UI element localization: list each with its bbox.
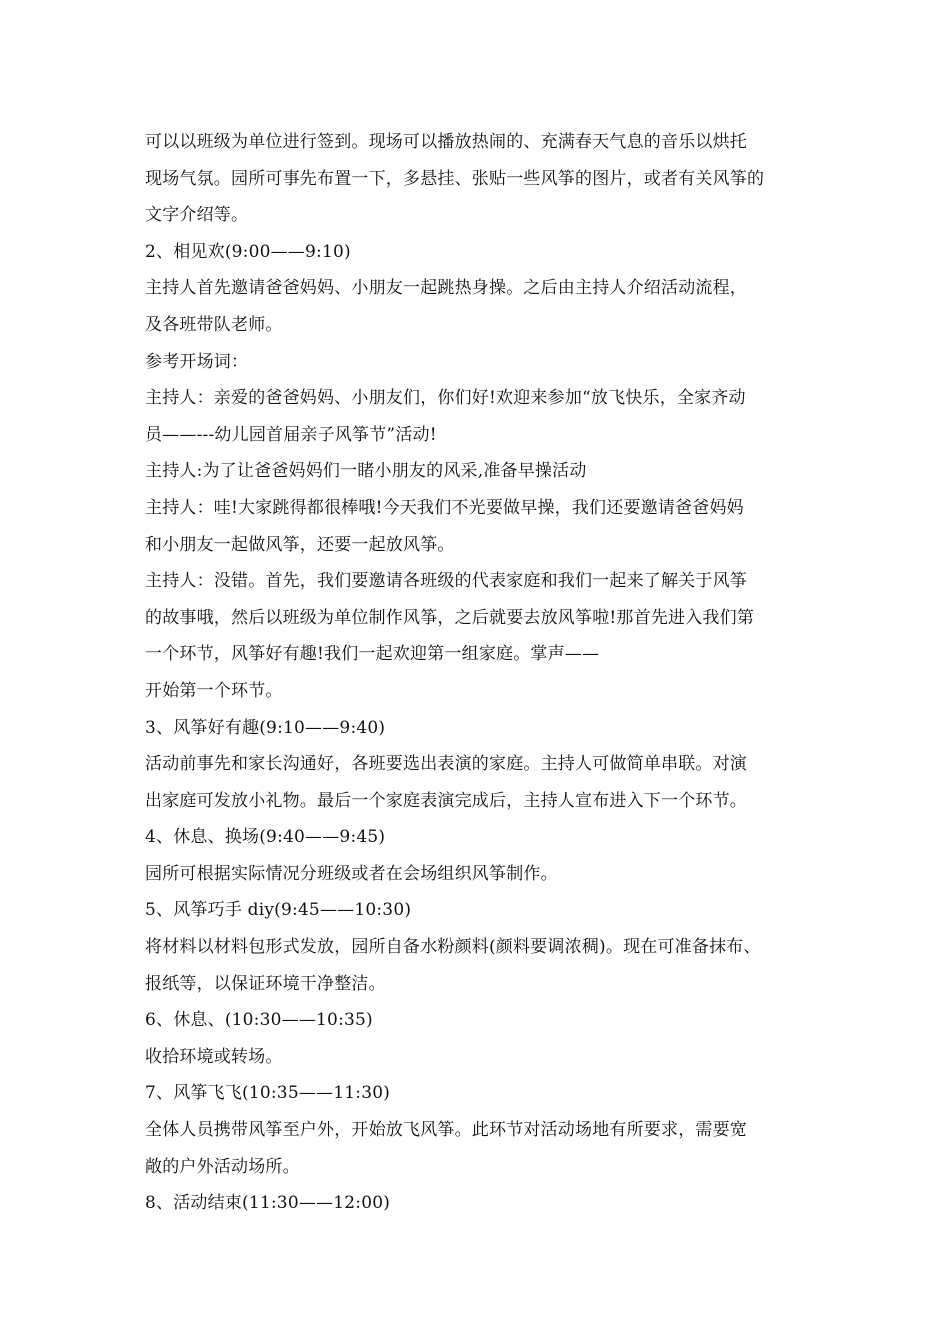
text-line: 可以以班级为单位进行签到。现场可以播放热闹的、充满春天气息的音乐以烘托	[145, 132, 747, 152]
text-line: 主持人:为了让爸爸妈妈们一睹小朋友的风采,准备早操活动	[145, 461, 587, 482]
section-heading: 8、活动结束(11:30——12:00)	[145, 1193, 391, 1214]
text-line: 一个环节，风筝好有趣!我们一起欢迎第一组家庭。掌声——	[145, 644, 600, 665]
text-line: 主持人首先邀请爸爸妈妈、小朋友一起跳热身操。之后由主持人介绍活动流程，	[145, 278, 747, 299]
text-line: 主持人：没错。首先，我们要邀请各班级的代表家庭和我们一起来了解关于风筝	[145, 571, 747, 592]
section-heading: 6、休息、(10:30——10:35)	[145, 1010, 373, 1031]
text-line: 参考开场词：	[145, 351, 249, 372]
text-line: 收拾环境或转场。	[145, 1046, 283, 1067]
text-line: 及各班带队老师。	[145, 314, 283, 335]
section-heading: 2、相见欢(9:00——9:10)	[145, 241, 351, 262]
text-line: 和小朋友一起做风筝，还要一起放风筝。	[145, 534, 455, 555]
text-line: 全体人员携带风筝至户外，开始放飞风筝。此环节对活动场地有所要求，需要宽	[145, 1120, 747, 1141]
section-heading: 4、休息、换场(9:40——9:45)	[145, 827, 386, 848]
section-heading: 5、风筝巧手 diy(9:45——10:30)	[145, 900, 412, 921]
text-line: 出家庭可发放小礼物。最后一个家庭表演完成后，主持人宣布进入下一个环节。	[145, 790, 747, 811]
text-line: 将材料以材料包形式发放，园所自备水粉颜料(颜料要调浓稠)。现在可准备抹布、	[145, 937, 761, 958]
text-line: 主持人：亲爱的爸爸妈妈、小朋友们，你们好!欢迎来参加“放飞快乐，全家齐动	[145, 388, 746, 409]
text-line: 开始第一个环节。	[145, 680, 283, 701]
text-line: 现场气氛。园所可事先布置一下，多悬挂、张贴一些风筝的图片，或者有关风筝的	[145, 168, 765, 189]
section-heading: 7、风筝飞飞(10:35——11:30)	[145, 1083, 391, 1104]
text-line: 活动前事先和家长沟通好，各班要选出表演的家庭。主持人可做简单串联。对演	[145, 754, 747, 775]
text-line: 主持人：哇!大家跳得都很棒哦!今天我们不光要做早操，我们还要邀请爸爸妈妈	[145, 497, 744, 518]
text-line: 园所可根据实际情况分班级或者在会场组织风筝制作。	[145, 863, 558, 884]
text-line: 文字介绍等。	[145, 205, 249, 226]
section-heading: 3、风筝好有趣(9:10——9:40)	[145, 717, 386, 738]
text-line: 敞的户外活动场所。	[145, 1156, 300, 1177]
text-line: 员——---幼儿园首届亲子风筝节”活动!	[145, 424, 437, 445]
text-line: 的故事哦，然后以班级为单位制作风筝，之后就要去放风筝啦!那首先进入我们第	[145, 607, 755, 628]
text-line: 报纸等，以保证环境干净整洁。	[145, 973, 386, 994]
document-body	[145, 124, 810, 1222]
